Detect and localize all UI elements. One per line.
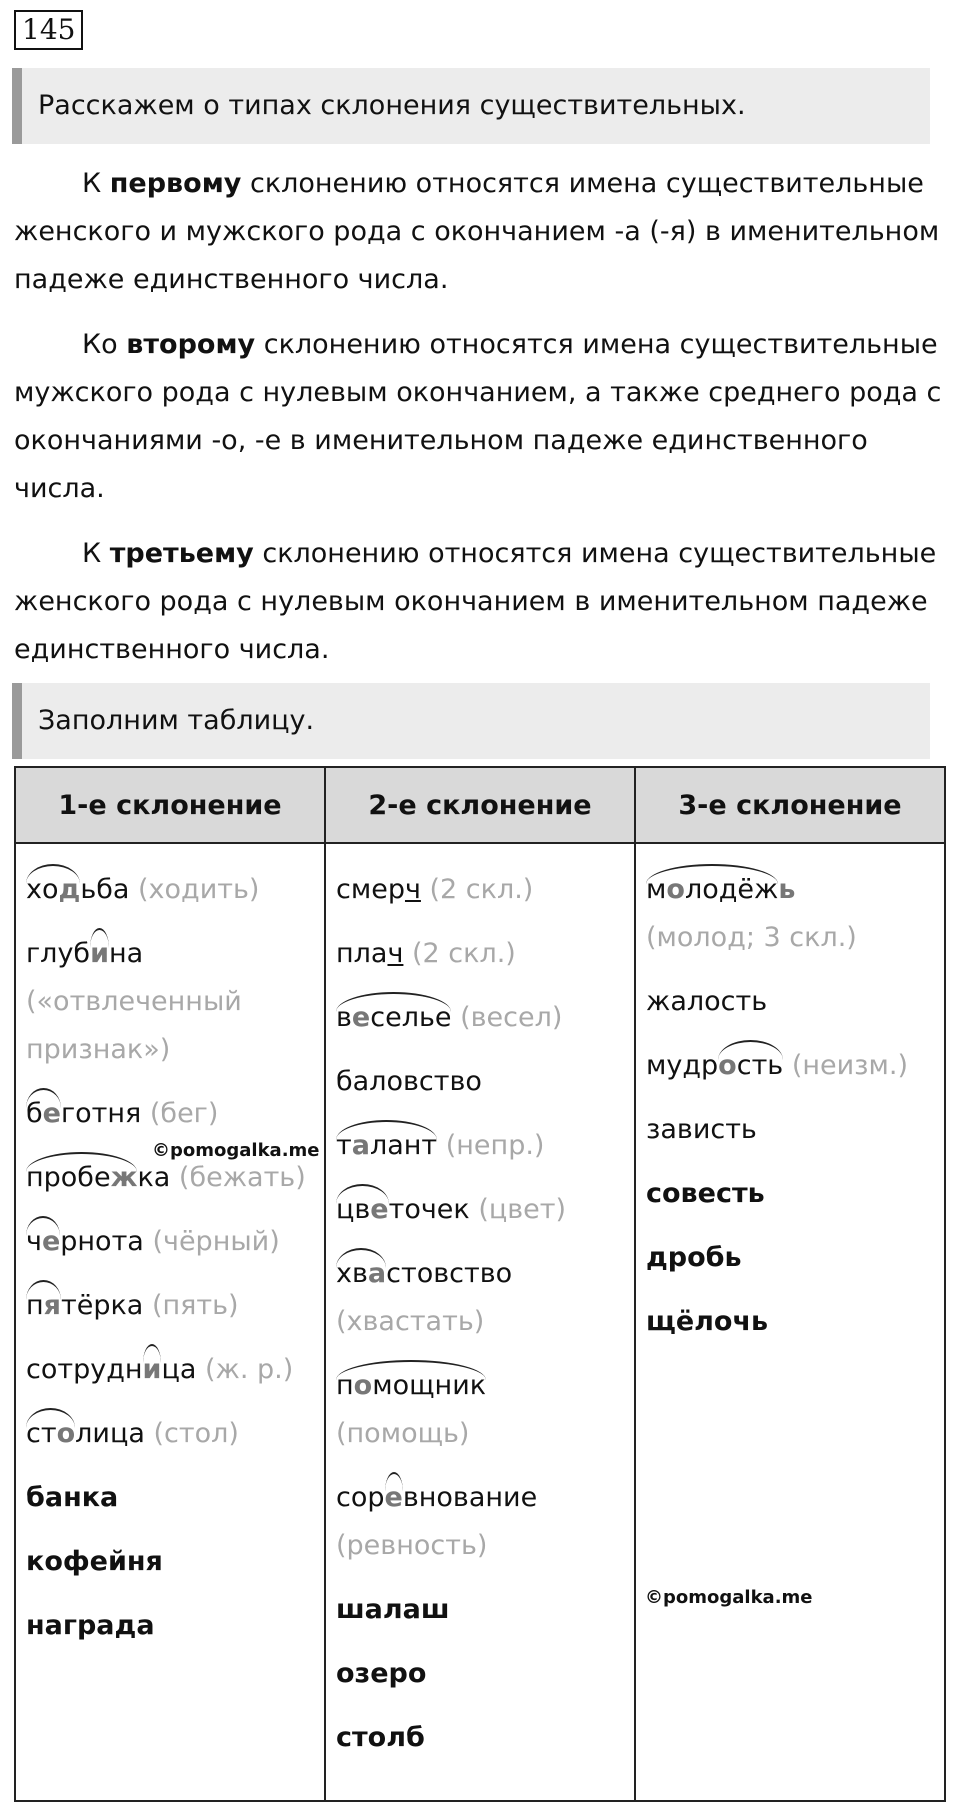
header-third: 3-е склонение — [635, 767, 945, 843]
hint: (бег) — [149, 1098, 219, 1129]
hint: (ревность) — [336, 1530, 488, 1561]
hint: («отвлеченный признак») — [26, 986, 242, 1065]
list-item: хвастовство (хвастать) — [336, 1250, 626, 1346]
hint: (чёрный) — [152, 1226, 280, 1257]
list-item: столб — [336, 1722, 425, 1753]
hint: (2 скл.) — [429, 874, 534, 905]
list-item: глубина («отвлеченный признак») — [26, 930, 316, 1074]
root-word: хва — [336, 1250, 386, 1298]
para2-keyword: второму — [126, 329, 256, 360]
root-word: че — [26, 1218, 60, 1266]
root-word: и — [143, 1346, 162, 1394]
root-word: веселье — [336, 994, 451, 1042]
list-item: плач (2 скл.) — [336, 938, 516, 969]
root-word: ость — [718, 1042, 783, 1090]
paragraph-second-declension — [14, 321, 944, 513]
column-second — [325, 843, 635, 1801]
para3-lead: К — [82, 538, 102, 569]
list-item: пятёрка (пять) — [26, 1282, 316, 1330]
hint: (бежать) — [178, 1162, 306, 1193]
table-body-row — [15, 843, 945, 1801]
list-item: дробь — [646, 1242, 742, 1273]
root-word: талант — [336, 1122, 437, 1170]
root-word: сто — [26, 1410, 75, 1458]
paragraph-first-declension — [14, 160, 944, 304]
list-item: беготня (бег) — [26, 1090, 316, 1138]
header-second: 2-е склонение — [325, 767, 635, 843]
list-item: чернота (чёрный) — [26, 1218, 316, 1266]
list-item: щёлочь — [646, 1306, 769, 1337]
list-item: шалаш — [336, 1594, 450, 1625]
list-item — [336, 1122, 626, 1170]
list-item: молодёжь (молод; 3 скл.) — [646, 866, 936, 962]
para1-keyword: первому — [109, 168, 242, 199]
hint: (пять) — [151, 1290, 239, 1321]
para3-keyword: третьему — [109, 538, 254, 569]
list-item: смерч (2 скл.) — [336, 874, 534, 905]
hint: (молод; 3 скл.) — [646, 922, 857, 953]
list-item: ходьба (ходить) — [26, 866, 316, 914]
list-item — [336, 994, 626, 1042]
hint: (ж. р.) — [204, 1354, 294, 1385]
hint: (стол) — [153, 1418, 239, 1449]
hint: (помощь) — [336, 1418, 470, 1449]
list-item: пробежка (бежать) — [26, 1154, 316, 1202]
para3-text: склонению относятся имена существительные женского рода с нулевым окончанием в именительном падеже единственного числа. — [14, 538, 937, 665]
list-item: мудрость (неизм.) — [646, 1042, 936, 1090]
root-word: ход — [26, 866, 80, 914]
list-item: кофейня — [26, 1546, 163, 1577]
list-item: соревнование (ревность) — [336, 1474, 626, 1570]
list-item: столица (стол) — [26, 1410, 316, 1458]
hint: (цвет) — [478, 1194, 567, 1225]
para2-text: склонению относятся имена существительные мужского рода с нулевым окончанием, а также среднего рода с окончаниями -о, -е в именительном падеже единственного числа. — [14, 329, 942, 504]
para1-text: склонению относятся имена существительные женского и мужского рода с окончанием -а (-я) в именительном падеже единственного числа. — [14, 168, 940, 295]
hint: (неизм.) — [791, 1050, 908, 1081]
root-word: пробеж — [26, 1154, 137, 1202]
note-intro: Расскажем о типах склонения существительных. — [12, 68, 930, 144]
list-item: награда — [26, 1610, 155, 1641]
hint: (непр.) — [445, 1130, 545, 1161]
paragraph-third-declension — [14, 530, 944, 674]
note-table: Заполним таблицу. — [12, 683, 930, 759]
root-word: цве — [336, 1186, 389, 1234]
root-word: помощник — [336, 1362, 486, 1410]
column-first — [15, 843, 325, 1801]
list-item: озеро — [336, 1658, 427, 1689]
hint: (2 скл.) — [412, 938, 516, 969]
list-item: цветочек (цвет) — [336, 1186, 626, 1234]
list-item: банка — [26, 1482, 119, 1513]
list-item: баловство — [336, 1066, 482, 1097]
para1-lead: К — [82, 168, 102, 199]
hint: (ходить) — [138, 874, 260, 905]
root-word: пя — [26, 1282, 61, 1330]
root-word: е — [385, 1474, 403, 1522]
para2-lead: Ко — [82, 329, 118, 360]
declension-table — [14, 766, 946, 1802]
list-item: жалость — [646, 986, 768, 1017]
exercise-number: 145 — [14, 10, 83, 50]
root-word: бе — [26, 1090, 61, 1138]
root-word: и — [90, 930, 109, 978]
list-item — [336, 1362, 626, 1458]
hint: (весел) — [460, 1002, 563, 1033]
list-item: зависть — [646, 1114, 757, 1145]
header-first: 1-е склонение — [15, 767, 325, 843]
list-item: сотрудница (ж. р.) — [26, 1346, 316, 1394]
watermark-1: ©pomogalka.me — [152, 1140, 320, 1161]
table-header-row — [15, 767, 945, 843]
root-word: молодёж — [646, 866, 778, 914]
list-item: совесть — [646, 1178, 765, 1209]
hint: (хвастать) — [336, 1306, 485, 1337]
column-third — [635, 843, 945, 1801]
watermark-2: ©pomogalka.me — [645, 1587, 813, 1608]
